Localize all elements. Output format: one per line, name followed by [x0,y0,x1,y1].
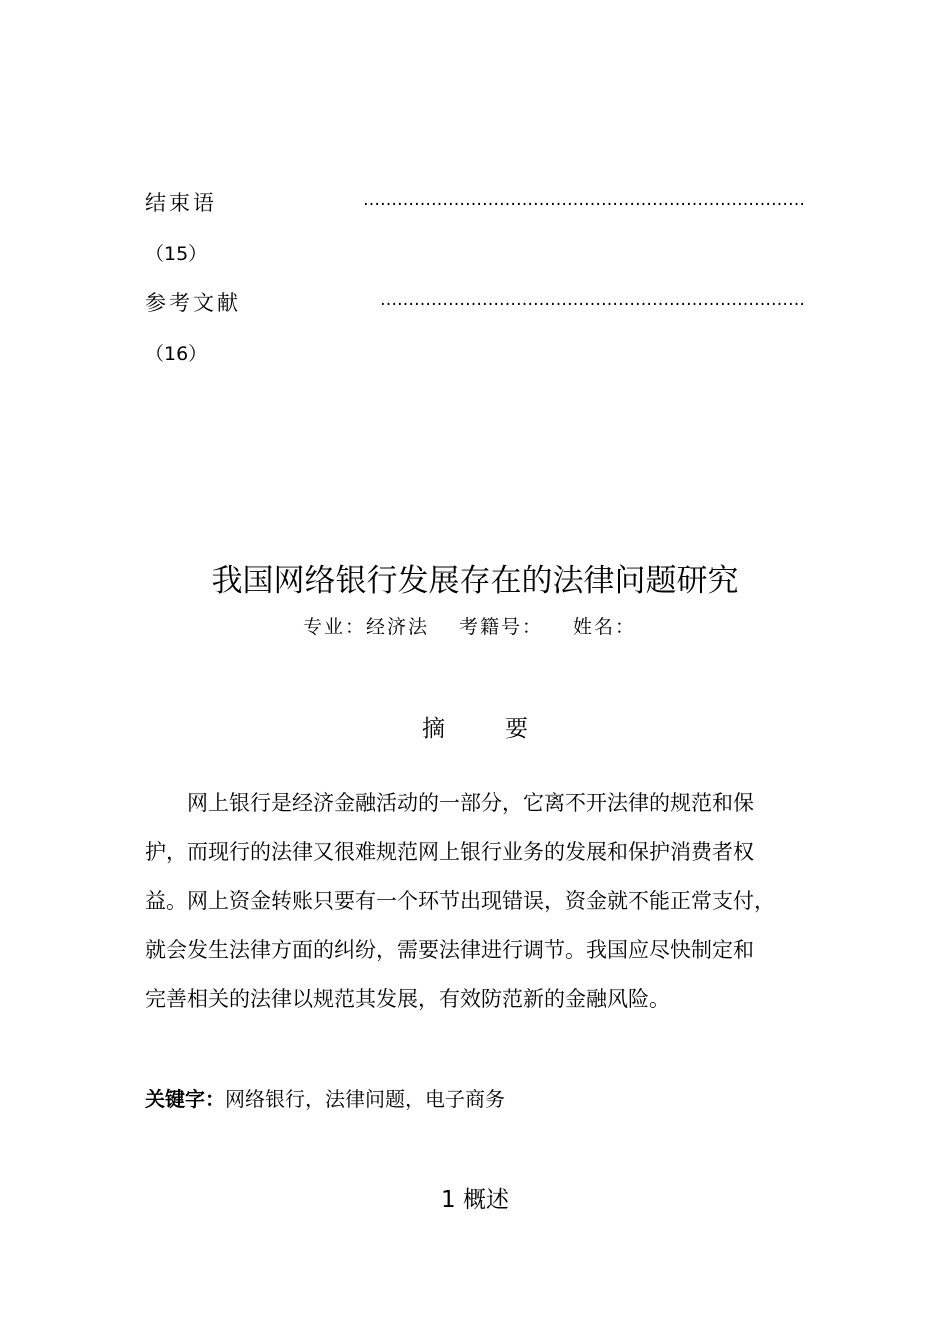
abstract-line-2: 护，而现行的法律又很难规范网上银行业务的发展和保护消费者权 [145,840,754,864]
major-field: 专业：经济法 [303,616,430,638]
abstract-line-3: 益。网上资金转账只要有一个环节出现错误，资金就不能正常支付， [145,889,775,913]
abstract-heading [0,710,950,743]
abstract-heading-left: 摘 [422,716,445,742]
author-meta [303,612,636,639]
abstract-line-1: 网上银行是经济金融活动的一部分，它离不开法律的规范和保 [187,791,754,815]
toc-label-conclusion: 结束语 [145,191,217,215]
name-field: 姓名： [573,616,637,638]
toc-page-conclusion: （15） [145,243,208,265]
document-title: 我国网络银行发展存在的法律问题研究 [211,563,739,599]
toc-label-references: 参考文献 [145,291,241,315]
abstract-line-4: 就会发生法律方面的纠纷，需要法律进行调节。我国应尽快制定和 [145,938,754,962]
toc-dots-references: ………………………………………………………………… [380,290,805,310]
section-heading: 1 概述 [441,1187,509,1213]
keywords-value: 网络银行，法律问题，电子商务 [225,1087,505,1111]
exam-number-field: 考籍号： [459,616,544,638]
toc-page-references: （16） [145,343,208,365]
abstract-heading-right: 要 [505,716,528,742]
keywords-label: 关键字： [145,1087,225,1111]
keywords-line [145,1083,505,1112]
toc-dots-conclusion: …………………………………………………………………… [363,190,805,210]
abstract-line-5: 完善相关的法律以规范其发展，有效防范新的金融风险。 [145,987,670,1011]
